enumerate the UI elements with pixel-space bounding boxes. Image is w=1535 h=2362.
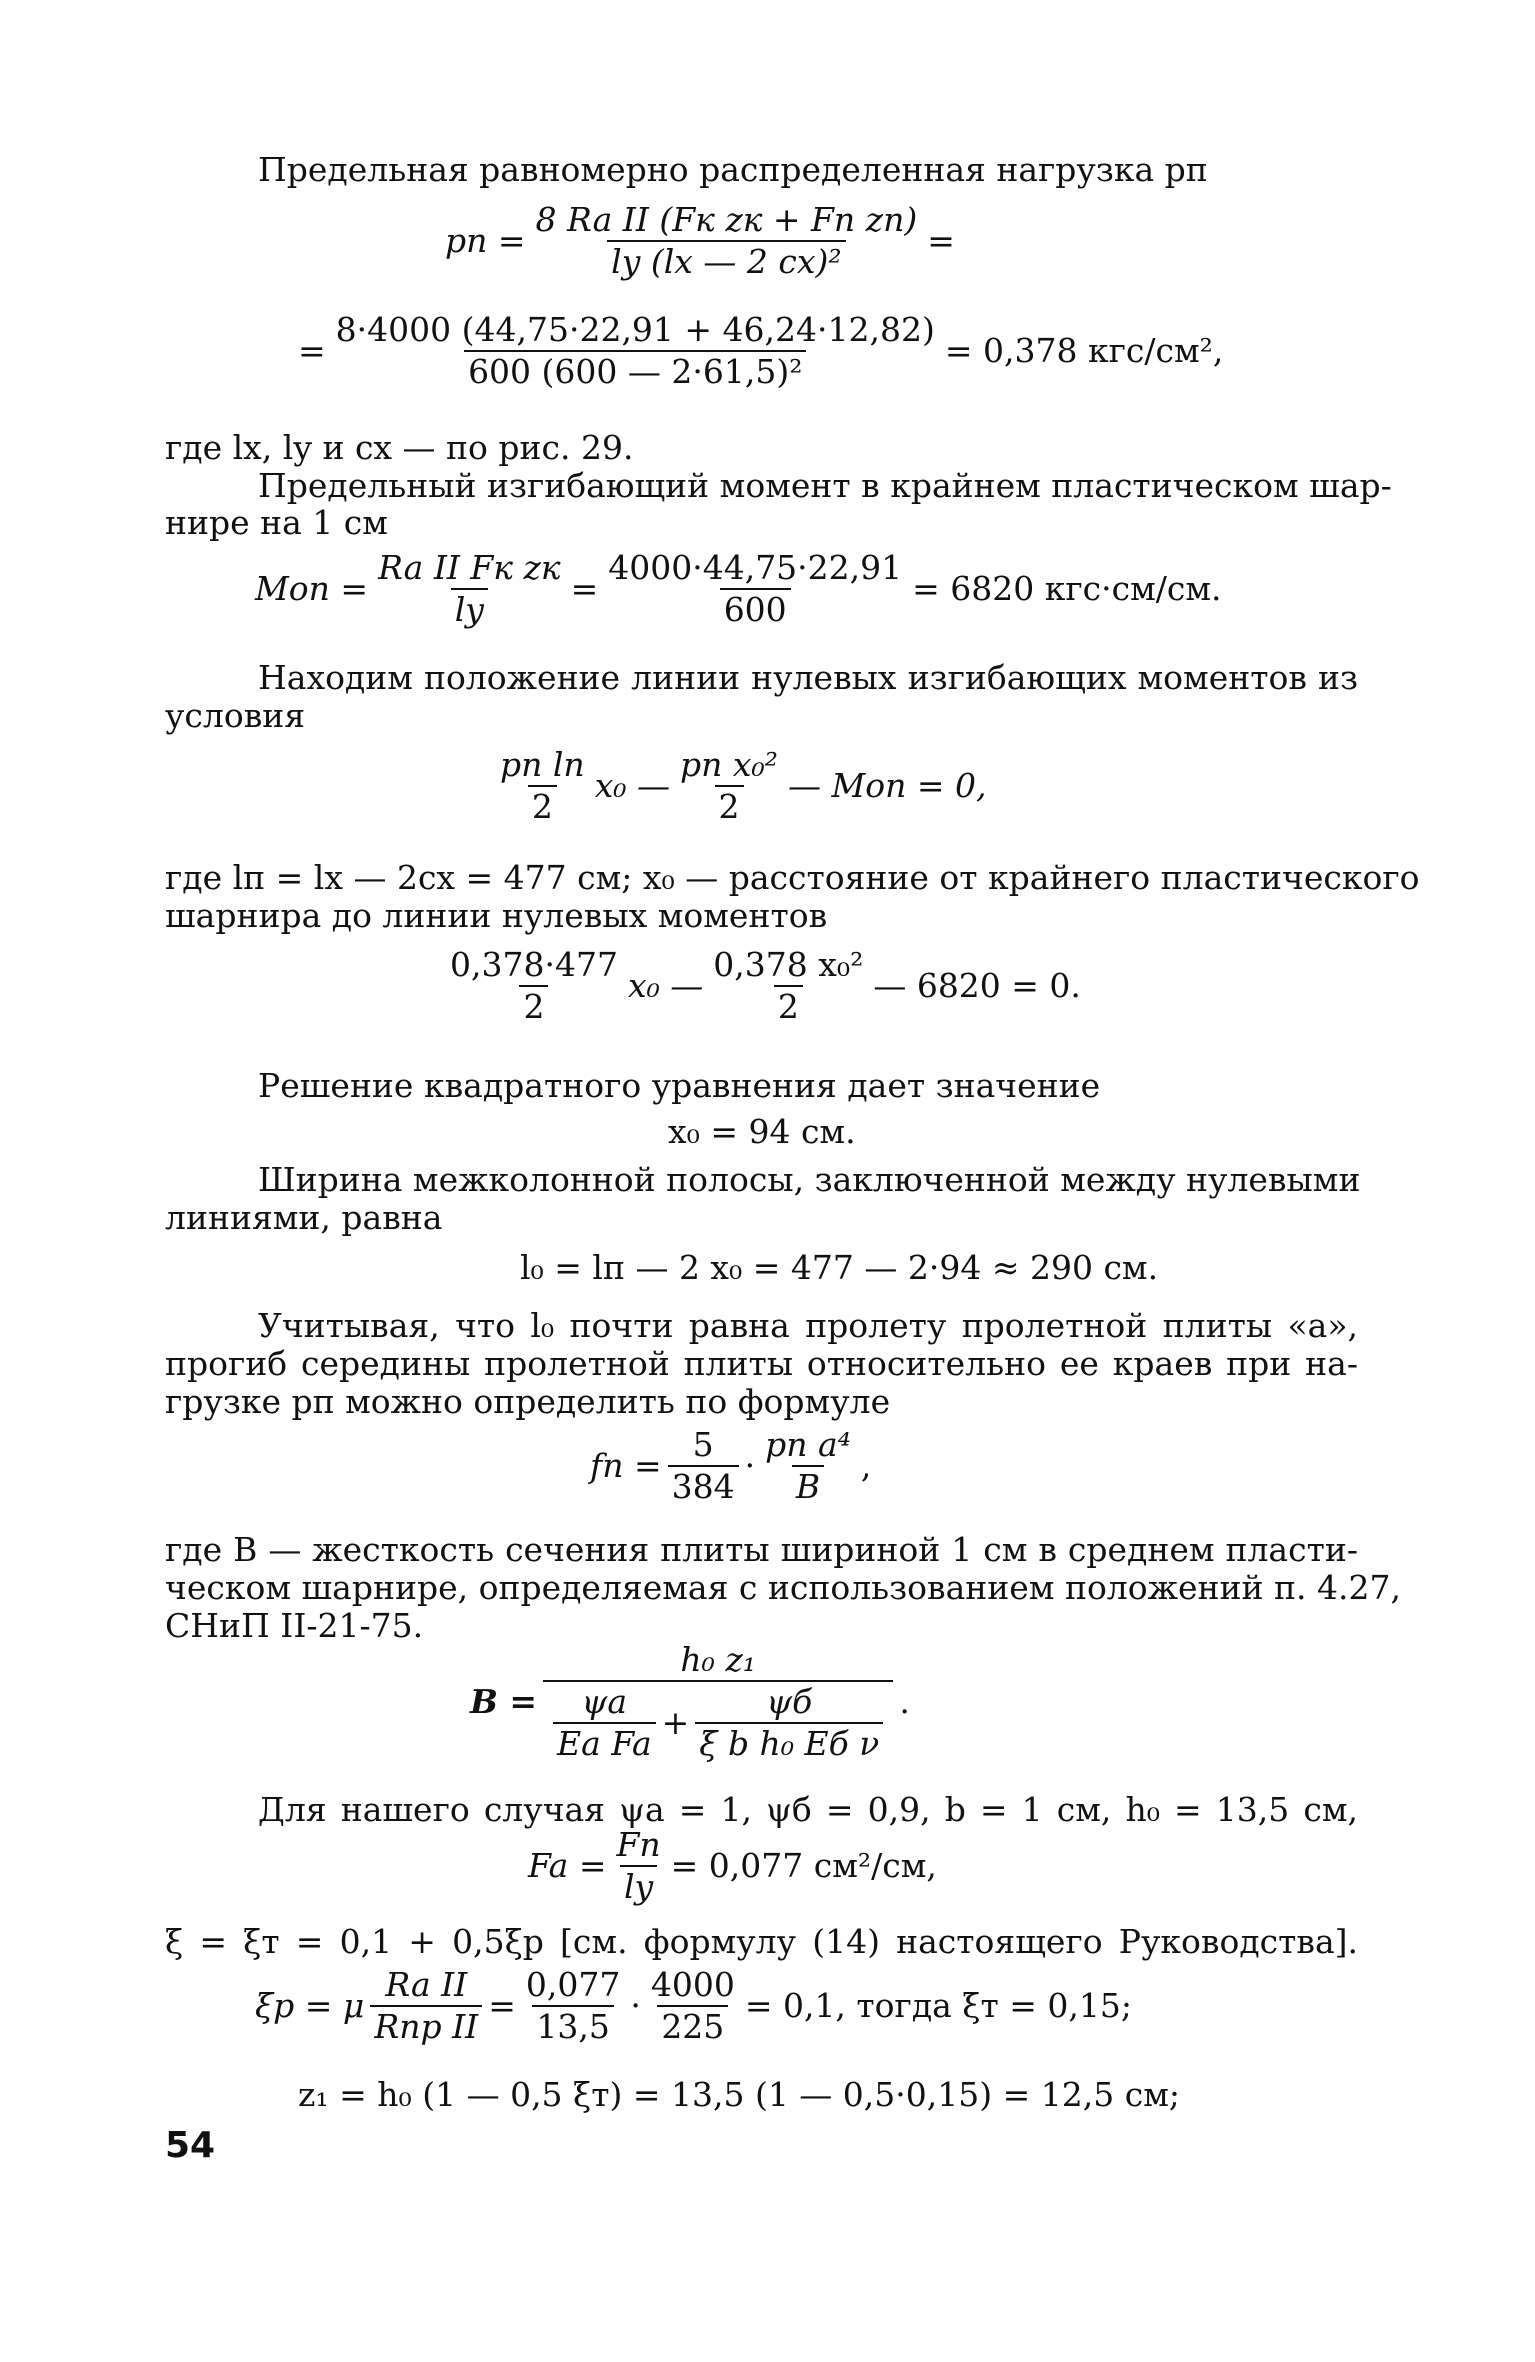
fraction-numerator: ψa [581, 1682, 628, 1721]
fraction [553, 1682, 656, 1764]
text-line: ческом шарнире, определяемая с использованием положений п. 4.27, [165, 1568, 1401, 1607]
equation-deflection [590, 1425, 871, 1507]
fraction [695, 1682, 883, 1764]
equation-x0: x₀ = 94 см. [668, 1112, 856, 1151]
text-line: линиями, равна [165, 1198, 443, 1237]
fraction-numerator: Ra II Fк zк [378, 548, 561, 587]
fraction-numerator: 0,077 [525, 1965, 621, 2004]
equation-lhs: ξр = μ [255, 1986, 365, 2025]
fraction-numerator: 5 [692, 1425, 714, 1464]
fraction-denominator: ly (lx — 2 cx)² [607, 240, 845, 282]
fraction-numerator: 0,378·477 [450, 945, 618, 984]
equation-tail: = 6820 кгс·см/см. [912, 569, 1222, 608]
equation-tail: — Mоп = 0, [787, 766, 987, 805]
fraction-denominator: Rпр II [370, 2005, 482, 2047]
equation-middle: x₀ — [627, 966, 704, 1005]
equation-tail: , [860, 1446, 872, 1485]
fraction-denominator: 2 [528, 785, 557, 827]
fraction-numerator: Fп [616, 1825, 661, 1864]
equation-lhs: fп = [590, 1446, 662, 1485]
fraction-denominator: 600 [720, 588, 791, 630]
fraction [604, 548, 906, 630]
equation-tail: = [927, 221, 955, 260]
text-line: Решение квадратного уравнения дает значение [258, 1066, 1101, 1105]
fraction-numerator: 0,378 x₀² [713, 945, 864, 984]
text-line: шарнира до линии нулевых моментов [165, 896, 828, 935]
equation-tail: = 0,077 см²/см, [670, 1846, 937, 1885]
fraction [709, 945, 867, 1027]
equation-tail: . [899, 1682, 910, 1721]
equation-middle: x₀ — [594, 766, 671, 805]
fraction [612, 1825, 664, 1907]
fraction-denominator: ξ b h₀ Eб ν [695, 1722, 883, 1764]
equation-lhs: B = [470, 1682, 538, 1721]
equation-tail: = 0,378 кгс/см², [944, 331, 1224, 370]
text-line: где B — жесткость сечения плиты шириной 1 см в среднем пласти- [165, 1530, 1358, 1569]
fraction-denominator: 384 [668, 1465, 739, 1507]
fraction-denominator: ly [620, 1865, 657, 1907]
fraction-denominator: Ea Fa [553, 1722, 656, 1764]
fraction-denominator: 2 [774, 985, 803, 1027]
fraction-denominator: 225 [657, 2005, 728, 2047]
equation-lhs: = [298, 331, 326, 370]
fraction [370, 1965, 482, 2047]
equation-zero-moment [490, 745, 986, 827]
equation-tail: — 6820 = 0. [873, 966, 1081, 1005]
equation-pn-numeric [298, 310, 1223, 392]
equation-z1: z₁ = h₀ (1 — 0,5 ξт) = 13,5 (1 — 0,5·0,15) = 12,5 см; [298, 2075, 1180, 2114]
fraction [532, 200, 922, 282]
fraction-denominator: 13,5 [532, 2005, 613, 2047]
equation-tail: = 0,1, тогда ξт = 0,15; [744, 1986, 1132, 2025]
fraction [374, 548, 565, 630]
fraction [676, 745, 782, 827]
fraction-numerator: h₀ z₁ [680, 1640, 756, 1679]
equals-sign: = [570, 569, 599, 608]
fraction [332, 310, 939, 392]
text-line: Ширина межколонной полосы, заключенной между нулевыми [258, 1160, 1361, 1199]
text-line: СНиП II-21-75. [165, 1606, 424, 1645]
equals-sign: = [488, 1986, 516, 2025]
text-line: условия [165, 696, 306, 735]
fraction-numerator: 4000·44,75·22,91 [608, 548, 903, 587]
fraction-numerator: 4000 [650, 1965, 735, 2004]
text-line: Предельная равномерно распределенная нагрузка pп [258, 150, 1208, 189]
fraction-denominator: 600 (600 — 2·61,5)² [464, 350, 806, 392]
text-line: Предельный изгибающий момент в крайнем пластическом шар- [258, 466, 1392, 505]
fraction-denominator: 2 [519, 985, 548, 1027]
text-line: Учитывая, что l₀ почти равна пролету пролетной плиты «a», [258, 1306, 1358, 1345]
text-line: ξ = ξт = 0,1 + 0,5ξр [см. формулу (14) настоящего Руководства]. [165, 1922, 1358, 1961]
text-line: где lx, ly и cx — по рис. 29. [165, 428, 634, 467]
fraction [761, 1425, 855, 1507]
text-line: Для нашего случая ψa = 1, ψб = 0,9, b = 1 см, h₀ = 13,5 см, [258, 1790, 1358, 1829]
equation-moment [255, 548, 1222, 630]
fraction-denominator [543, 1680, 893, 1764]
equation-lhs: Mоп = [255, 569, 369, 608]
multiply-dot: · [630, 1986, 641, 2025]
plus-sign: + [661, 1703, 690, 1742]
text-line: нире на 1 см [165, 503, 388, 542]
equation-pn-symbolic [445, 200, 955, 282]
text-line: где lп = lx — 2cx = 477 см; x₀ — расстояние от крайнего пластического [165, 858, 1420, 897]
text-line: прогиб середины пролетной плиты относительно ее краев при на- [165, 1344, 1358, 1383]
fraction-denominator: 2 [715, 785, 744, 827]
fraction [543, 1640, 893, 1764]
fraction [496, 745, 589, 827]
fraction-numerator: pп a⁴ [765, 1425, 851, 1464]
fraction-numerator: Ra II [385, 1965, 468, 2004]
equation-lhs: pп = [445, 221, 526, 260]
page-number: 54 [165, 2125, 216, 2166]
text-line: Находим положение линии нулевых изгибающих моментов из [258, 658, 1358, 697]
fraction [522, 1965, 624, 2047]
fraction-numerator: ψб [766, 1682, 813, 1721]
equation-stiffness [470, 1640, 910, 1764]
fraction-numerator: 8 Ra II (Fк zк + Fп zп) [535, 200, 918, 239]
fraction-denominator: B [792, 1465, 824, 1507]
equation-fa [528, 1825, 937, 1907]
fraction-numerator: 8·4000 (44,75·22,91 + 46,24·12,82) [335, 310, 935, 349]
fraction-numerator: pп x₀² [680, 745, 778, 784]
fraction [668, 1425, 739, 1507]
equation-xi-r [255, 1965, 1132, 2047]
fraction [446, 945, 622, 1027]
fraction-denominator: ly [451, 588, 488, 630]
equation-l0: l₀ = lп — 2 x₀ = 477 — 2·94 ≈ 290 см. [520, 1248, 1159, 1287]
fraction-numerator: pп lп [500, 745, 585, 784]
equation-numeric-quadratic [440, 945, 1081, 1027]
multiply-dot: · [744, 1446, 756, 1485]
text-line: грузке pп можно определить по формуле [165, 1382, 891, 1421]
fraction [647, 1965, 739, 2047]
equation-lhs: Fa = [528, 1846, 607, 1885]
